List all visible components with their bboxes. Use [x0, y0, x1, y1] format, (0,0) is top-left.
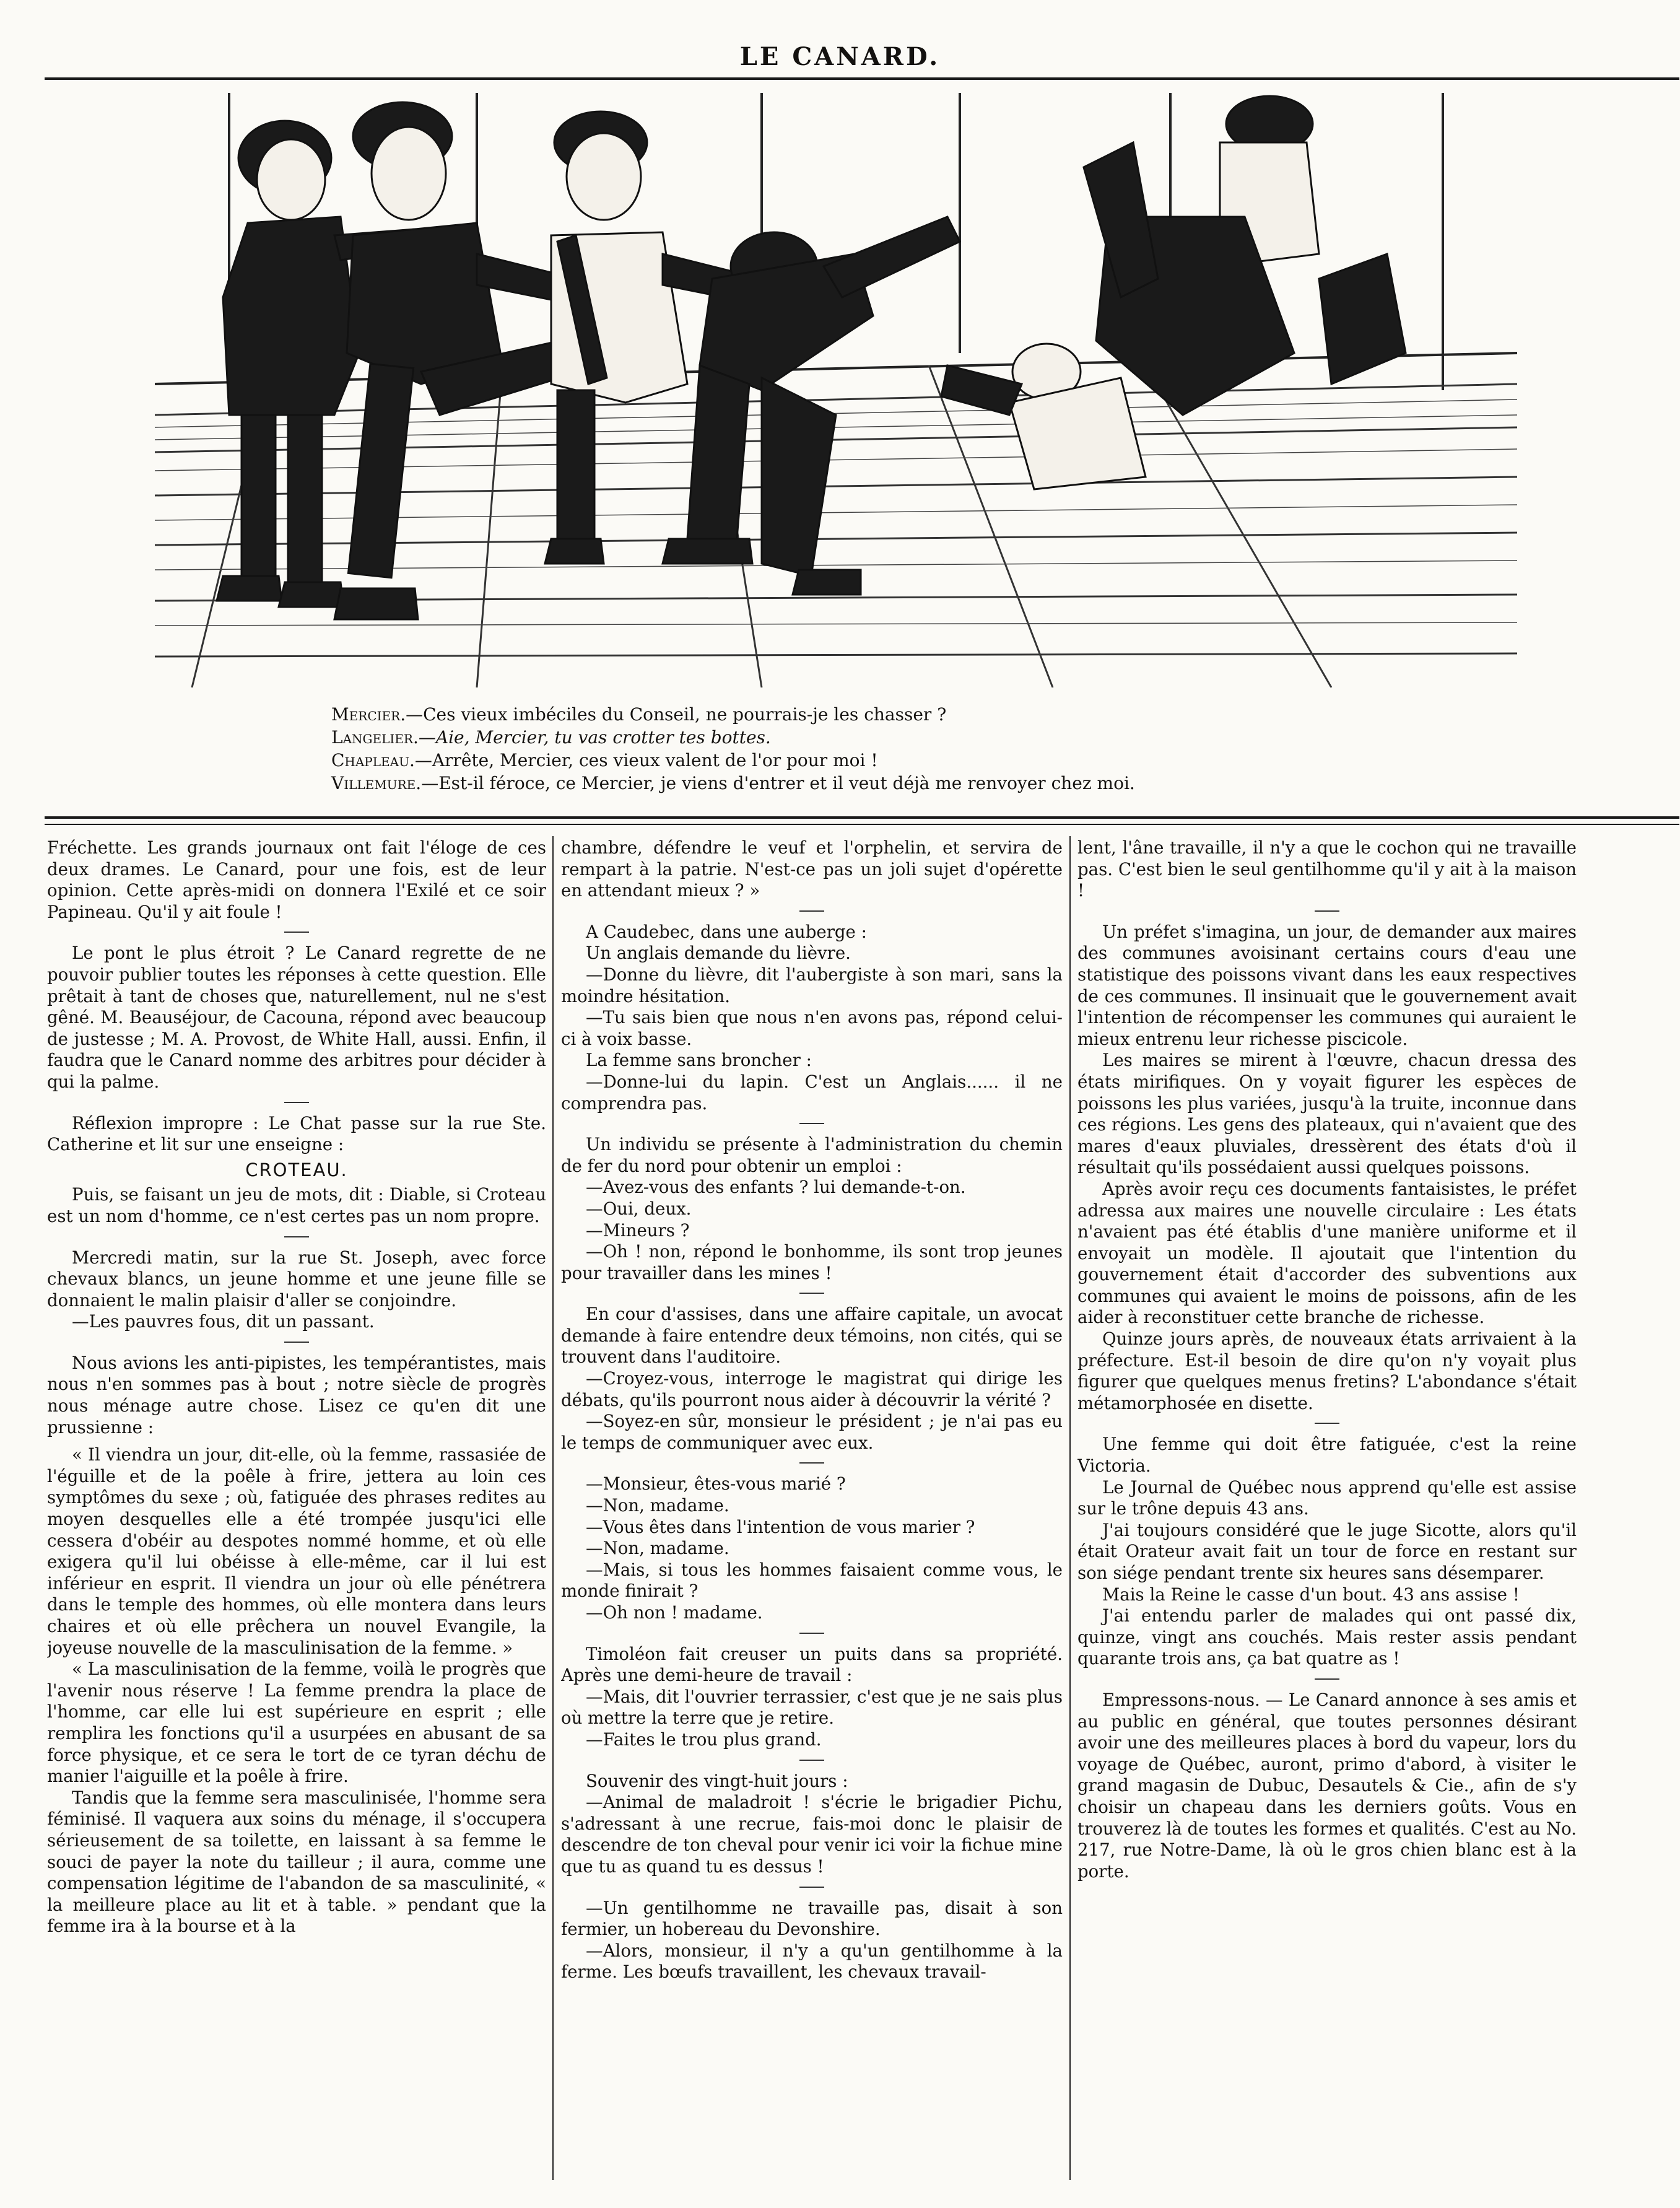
column-divider — [1069, 836, 1071, 2180]
paragraph: —Oh non ! madame. — [586, 1602, 763, 1623]
paragraph: Après avoir reçu ces documents fantaisistes, le préfet adressa aux maires une nouvelle circulaire : Les états n'avaient pas été établis d'une manière uniforme et il envoyait un modèle. Il ajoutait que l'intention du gouvernement était d'accorder des subventions aux communes qui avaient le moins de poissons, afin de les aider à reconstituer cette branche de richesse. — [1077, 1178, 1577, 1328]
separator — [799, 1462, 824, 1464]
column-1 — [47, 837, 546, 2188]
paragraph: —Non, madame. — [586, 1495, 729, 1516]
paragraph: Puis, se faisant un jeu de mots, dit : Diable, si Croteau est un nom d'homme, ce n'est certes pas un nom propre. — [47, 1184, 546, 1226]
paragraph: —Oh ! non, répond le bonhomme, ils sont trop jeunes pour travailler dans les mines ! — [561, 1241, 1063, 1283]
paragraph: —Un gentilhomme ne travaille pas, disait à son fermier, un hobereau du Devonshire. — [561, 1897, 1063, 1940]
paragraph: Un individu se présente à l'administration du chemin de fer du nord pour obtenir un emploi : — [561, 1134, 1063, 1176]
column-divider — [552, 836, 554, 2180]
paragraph: —Mais, si tous les hommes faisaient comme vous, le monde finirait ? — [561, 1559, 1063, 1602]
paragraph: chambre, défendre le veuf et l'orphelin, et servira de rempart à la patrie. N'est-ce pas un joli sujet d'opérette en attendant mieux ? » — [561, 837, 1063, 901]
separator — [284, 932, 309, 933]
paragraph: Tandis que la femme sera masculinisée, l'homme sera féminisé. Il vaquera aux soins du ménage, il s'occupera sérieusement de sa toilette, en laissant à sa femme le souci de payer la note du tailleur ; il aura, comme une compensation légitime de l'abandon de sa masculinité, « la meilleure place au lit et à table. » pendant que la femme ira à la bourse et à la — [47, 1787, 546, 1937]
paragraph: —Mineurs ? — [586, 1220, 690, 1241]
separator — [284, 1102, 309, 1103]
separator — [799, 1760, 824, 1761]
paragraph: —Monsieur, êtes-vous marié ? — [586, 1473, 846, 1495]
caption-text: —Aie, Mercier, tu vas crotter tes bottes. — [418, 727, 771, 748]
separator — [799, 910, 824, 912]
paragraph: J'ai toujours considéré que le juge Sicotte, alors qu'il était Orateur avait fait un tour de force en restant sur son siége pendant trente six heures sans désemparer. — [1077, 1519, 1577, 1583]
paragraph: —Non, madame. — [586, 1538, 729, 1559]
paragraph: La femme sans broncher : — [586, 1050, 812, 1071]
masthead-title: LE CANARD. — [739, 42, 941, 71]
paragraph: Un anglais demande du lièvre. — [586, 943, 851, 964]
column-3 — [1077, 837, 1577, 2188]
section-rule-thin — [45, 824, 1679, 825]
caption-speaker: Villemure. — [331, 773, 422, 793]
paragraph: —Croyez-vous, interroge le magistrat qui dirige les débats, qu'ils pourront nous aider à découvrir la vérité ? — [561, 1368, 1063, 1410]
paragraph: Fréchette. Les grands journaux ont fait l'éloge de ces deux drames. Le Canard, pour une fois, est de leur opinion. Cette après-midi on donnera l'Exilé et ce soir Papineau. Qu'il y ait foule ! — [47, 837, 546, 922]
sign-text: CROTEAU. — [245, 1159, 348, 1180]
separator — [1315, 1678, 1339, 1680]
paragraph: Nous avions les anti-pipistes, les tempérantistes, mais nous n'en sommes pas à bout ; notre siècle de progrès nous ménage autre chose. Lisez ce qu'en dit une prussienne : — [47, 1352, 546, 1438]
paragraph: Le pont le plus étroit ? Le Canard regrette de ne pouvoir publier toutes les réponses à cette question. Elle prêtait à tant de choses que, naturellement, nul ne s'est gêné. M. Beauséjour, de Cacouna, répond avec beaucoup de justesse ; M. A. Provost, de White Hall, aussi. Enfin, il faudra que le Canard nomme des arbitres pour décider à qui la palme. — [47, 943, 546, 1092]
paragraph: —Vous êtes dans l'intention de vous marier ? — [586, 1516, 975, 1537]
paragraph: Réflexion impropre : Le Chat passe sur la rue Ste. Catherine et lit sur une enseigne : — [47, 1112, 546, 1155]
caption-line — [331, 703, 1384, 726]
column-2 — [561, 837, 1063, 2188]
paragraph: Mercredi matin, sur la rue St. Joseph, avec force chevaux blancs, un jeune homme et une jeune fille se donnaient le malin plaisir d'aller se conjoindre. — [47, 1247, 546, 1311]
paragraph: Le Journal de Québec nous apprend qu'elle est assise sur le trône depuis 43 ans. — [1077, 1477, 1577, 1519]
caption-line — [331, 726, 1384, 749]
paragraph: Empressons-nous. — Le Canard annonce à ses amis et au public en général, que toutes personnes désirant avoir une des meilleures places à bord du vapeur, lors du voyage de Québec, auront, primo d'abord, à visiter le grand magasin de Dubuc, Desautels & Cie., afin de s'y choisir un chapeau dans les derniers goûts. Vous en trouverez là de toutes les formes et qualités. C'est au No. 217, rue Notre-Dame, là où le gros chien blanc est à la porte. — [1077, 1689, 1577, 1882]
separator — [1315, 1423, 1339, 1424]
separator — [1315, 910, 1339, 912]
caption-line — [331, 772, 1384, 795]
separator — [284, 1236, 309, 1237]
separator — [284, 1342, 309, 1343]
paragraph: —Donne-lui du lapin. C'est un Anglais...... il ne comprendra pas. — [561, 1071, 1063, 1114]
paragraph: Les maires se mirent à l'œuvre, chacun dressa des états mirifiques. On y voyait figurer les espèces de poissons les plus variées, jusqu'à la truite, inconnue dans ces régions. Les gens des plateaux, qui n'avaient que des mares d'eaux pluviales, dressèrent des états d'où il résultait qu'ils possédaient aussi quelques poissons. — [1077, 1050, 1577, 1178]
separator — [799, 1293, 824, 1294]
separator — [799, 1633, 824, 1634]
paragraph: —Oui, deux. — [586, 1198, 692, 1219]
paragraph: « La masculinisation de la femme, voilà le progrès que l'avenir nous réserve ! La femme prendra la place de l'homme, car elle lui est supérieure en esprit ; elle remplira les fonctions qu'il a usurpées en abusant de sa force physique, et ce sera le tort de ce tyran déchu de manier l'aiguille et la poêle à frire. — [47, 1659, 546, 1787]
paragraph: —Animal de maladroit ! s'écrie le brigadier Pichu, s'adressant à une recrue, fais-moi donc le plaisir de descendre de ton cheval pour venir ici voir la fichue mine que tu as quand tu es dessus ! — [561, 1792, 1063, 1877]
cartoon-captions — [331, 703, 1384, 795]
paragraph: —Faites le trou plus grand. — [586, 1729, 822, 1750]
paragraph: J'ai entendu parler de malades qui ont passé dix, quinze, vingt ans couchés. Mais rester assis pendant quarante trois ans, ça bat quatre as ! — [1077, 1605, 1577, 1669]
caption-text: —Ces vieux imbéciles du Conseil, ne pourrais-je les chasser ? — [406, 704, 947, 725]
paragraph: lent, l'âne travaille, il n'y a que le cochon qui ne travaille pas. C'est bien le seul gentilhomme qu'il y ait à la maison ! — [1077, 837, 1577, 901]
paragraph: Une femme qui doit être fatiguée, c'est la reine Victoria. — [1077, 1434, 1577, 1477]
paragraph: Mais la Reine le casse d'un bout. 43 ans assise ! — [1102, 1584, 1520, 1605]
paragraph: Quinze jours après, de nouveaux états arrivaient à la préfecture. Est-il besoin de dire qu'on n'y voyait plus figurer que quelques menus fretins? L'abondance s'était métamorphosée en disette. — [1077, 1329, 1577, 1413]
caption-text: —Est-il féroce, ce Mercier, je viens d'entrer et il veut déjà me renvoyer chez moi. — [421, 773, 1135, 793]
paragraph: —Mais, dit l'ouvrier terrassier, c'est que je ne sais plus où mettre la terre que je retire. — [561, 1686, 1063, 1729]
paragraph: —Les pauvres fous, dit un passant. — [72, 1311, 375, 1332]
paragraph: Souvenir des vingt-huit jours : — [586, 1770, 848, 1791]
paragraph: A Caudebec, dans une auberge : — [586, 921, 867, 942]
caption-speaker: Mercier. — [331, 704, 406, 725]
paragraph: En cour d'assises, dans une affaire capitale, un avocat demande à faire entendre deux témoins, non cités, qui se trouvent dans l'auditoire. — [561, 1304, 1063, 1368]
paragraph: Timoléon fait creuser un puits dans sa propriété. Après une demi-heure de travail : — [561, 1643, 1063, 1686]
paragraph: —Alors, monsieur, il n'y a qu'un gentilhomme à la ferme. Les bœufs travaillent, les chevaux travail- — [561, 1940, 1063, 1983]
paragraph: —Avez-vous des enfants ? lui demande-t-on. — [586, 1177, 966, 1198]
separator — [799, 1887, 824, 1888]
paragraph: —Tu sais bien que nous n'en avons pas, répond celui-ci à voix basse. — [561, 1007, 1063, 1049]
masthead-rule — [45, 77, 1679, 80]
section-rule — [45, 816, 1679, 819]
paragraph: Un préfet s'imagina, un jour, de demander aux maires des communes avoisinant certains cours d'eau une statistique des poissons vivant dans les eaux respectives de ces communes. Il insinuait que le gouvernement avait l'intention de récompenser les communes qui auraient le mieux entrenu leur richesse piscicole. — [1077, 921, 1577, 1049]
paragraph: —Soyez-en sûr, monsieur le président ; je n'ai pas eu le temps de communiquer avec eux. — [561, 1411, 1063, 1453]
caption-text: —Arrête, Mercier, ces vieux valent de l'or pour moi ! — [414, 750, 878, 770]
paragraph: « Il viendra un jour, dit-elle, où la femme, rassasiée de l'éguille et de la poêle à frire, jettera au loin ces symptômes du sexe ; où, fatiguée des phrases redites au moyen desquelles elle a été trompée jusqu'ici elle cessera d'obéir au despotes nommé homme, et où elle exigera qu'il lui obéisse à elle-même, car il lui est inférieur en esprit. Il viendra un jour où elle pénétrera dans le temple des hommes, où elle montera dans leurs chaires et où elle prêchera un nouvel Evangile, la joyeuse nouvelle de la masculinisation de la femme. » — [47, 1444, 546, 1658]
paragraph: —Donne du lièvre, dit l'aubergiste à son mari, sans la moindre hésitation. — [561, 964, 1063, 1006]
caption-speaker: Chapleau. — [331, 750, 415, 770]
caption-speaker: Langelier. — [331, 727, 419, 748]
caption-line — [331, 749, 1384, 772]
separator — [799, 1123, 824, 1124]
cartoon-illustration — [155, 93, 1517, 687]
